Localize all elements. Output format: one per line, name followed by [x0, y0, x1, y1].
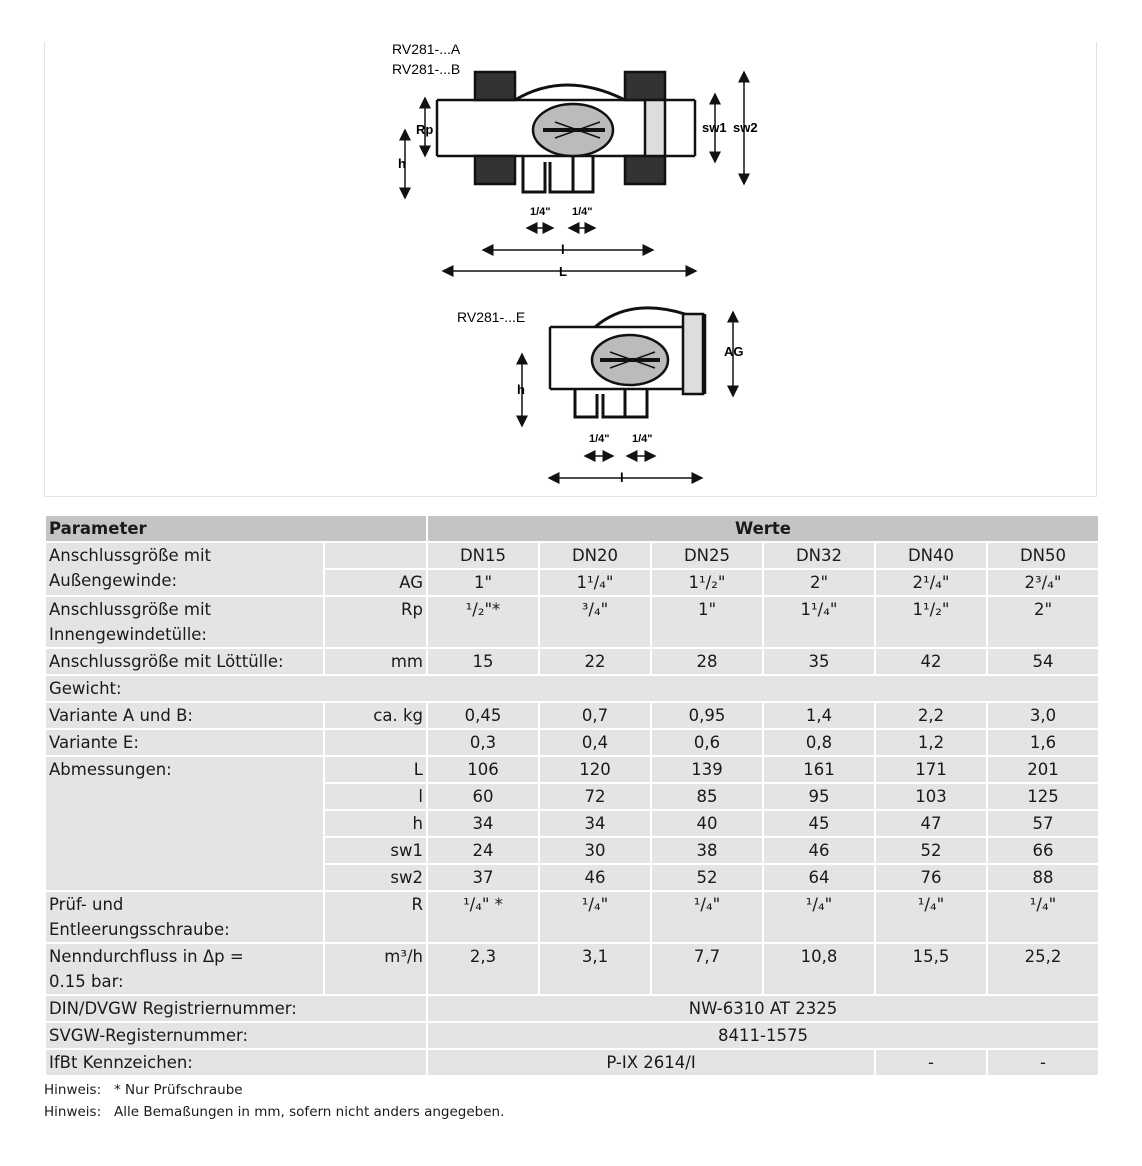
- table-header-row: [45, 515, 1099, 542]
- dim-h: h: [398, 156, 406, 171]
- row-label-pruf-line1: Prüf- und: [49, 895, 124, 914]
- cell-value: 0,8: [763, 729, 875, 756]
- notes: [44, 1079, 504, 1123]
- cell-value: 103: [875, 783, 987, 810]
- row-label-flow-line2: 0.15 bar:: [49, 972, 124, 991]
- row-unit-lot: mm: [324, 648, 427, 675]
- row-label-flow: [45, 943, 324, 995]
- header-parameter: Parameter: [45, 515, 427, 542]
- cell-value: 0,7: [539, 702, 651, 729]
- dim-quarter-e2: 1/4": [632, 433, 653, 445]
- cell-value: 171: [875, 756, 987, 783]
- cell-value: 201: [987, 756, 1099, 783]
- cell-value: 2": [763, 569, 875, 596]
- note-item: [44, 1101, 504, 1123]
- row-label-weight: Gewicht:: [45, 675, 1099, 702]
- cell-value: 46: [539, 864, 651, 891]
- row-unit-pruf: R: [324, 891, 427, 943]
- cell-value: 37: [427, 864, 539, 891]
- row-label-rp-line2: Innengewindetülle:: [49, 625, 207, 644]
- cell-value: 42: [875, 648, 987, 675]
- cell-value: 1¹/₂": [875, 596, 987, 648]
- dn-header: DN25: [651, 542, 763, 569]
- cell-value: 85: [651, 783, 763, 810]
- cell-value: 57: [987, 810, 1099, 837]
- cell-value: 1,2: [875, 729, 987, 756]
- dim-l-small: l: [561, 242, 565, 257]
- cell-value: 1¹/₂": [651, 569, 763, 596]
- row-label-var-ab: Variante A und B:: [45, 702, 324, 729]
- cell-value: 10,8: [763, 943, 875, 995]
- dn-header: DN20: [539, 542, 651, 569]
- cell-value: 22: [539, 648, 651, 675]
- cell-value: 28: [651, 648, 763, 675]
- dim-sw2: sw2: [733, 120, 758, 135]
- table-row-ifbt: [45, 1049, 1099, 1076]
- cell-value: ¹/₄": [987, 891, 1099, 943]
- valve-drawing-svg: [45, 42, 1098, 497]
- table-row-var-ab: [45, 702, 1099, 729]
- cell-value: 7,7: [651, 943, 763, 995]
- cell-value: 60: [427, 783, 539, 810]
- note-text: Alle Bemaßungen in mm, sofern nicht anders angegeben.: [114, 1104, 505, 1120]
- cell-value: 95: [763, 783, 875, 810]
- row-unit-rp: Rp: [324, 596, 427, 648]
- header-werte: Werte: [427, 515, 1099, 542]
- table-row-svgw: [45, 1022, 1099, 1049]
- row-label-rp-line1: Anschlussgröße mit: [49, 600, 212, 619]
- cell-value: 72: [539, 783, 651, 810]
- dim-quarter-e1: 1/4": [589, 433, 610, 445]
- cell-value: 47: [875, 810, 987, 837]
- note-key: Hinweis:: [44, 1082, 102, 1098]
- table-row-flow: [45, 943, 1099, 995]
- cell-value: 38: [651, 837, 763, 864]
- cell-value: 35: [763, 648, 875, 675]
- dim-quarter-1: 1/4": [530, 206, 551, 218]
- label-rv281-b: RV281-...B: [392, 61, 461, 77]
- cell-value: 0,3: [427, 729, 539, 756]
- cell-value: 120: [539, 756, 651, 783]
- row-label-ag-line1: Anschlussgröße mit: [49, 546, 212, 565]
- table-row-var-e: [45, 729, 1099, 756]
- cell-value: 1": [427, 569, 539, 596]
- cell-value: 2¹/₄": [875, 569, 987, 596]
- valve-e-drawing: [550, 308, 705, 417]
- cell-value: 40: [651, 810, 763, 837]
- cell-value: 2,3: [427, 943, 539, 995]
- cell-value: 25,2: [987, 943, 1099, 995]
- row-unit-dims: h: [324, 810, 427, 837]
- technical-drawing: [44, 42, 1097, 497]
- cell-value: ¹/₄": [651, 891, 763, 943]
- row-unit-dims: sw2: [324, 864, 427, 891]
- row-unit-dims: l: [324, 783, 427, 810]
- dim-rp: Rp: [416, 122, 434, 137]
- cell-value: 106: [427, 756, 539, 783]
- dim-l-e: l: [620, 470, 624, 485]
- row-unit-dims: sw1: [324, 837, 427, 864]
- row-label-pruf-line2: Entleerungsschraube:: [49, 920, 230, 939]
- cell-value: 88: [987, 864, 1099, 891]
- cell-value: 54: [987, 648, 1099, 675]
- cell-value: 0,4: [539, 729, 651, 756]
- cell-value-din: NW-6310 AT 2325: [427, 995, 1099, 1022]
- cell-value: 1¹/₄": [763, 596, 875, 648]
- table-row-lot: [45, 648, 1099, 675]
- cell-value: ¹/₄" *: [427, 891, 539, 943]
- note-text: * Nur Prüfschraube: [114, 1082, 243, 1098]
- spec-table: [44, 514, 1100, 1077]
- cell-value-svgw: 8411-1575: [427, 1022, 1099, 1049]
- cell-value: 0,45: [427, 702, 539, 729]
- cell-value: 30: [539, 837, 651, 864]
- label-rv281-e: RV281-...E: [457, 309, 526, 325]
- cell-value: 3,1: [539, 943, 651, 995]
- cell-value-ifbt-dn40: -: [875, 1049, 987, 1076]
- row-label-ag: [45, 542, 324, 596]
- row-label-ifbt: IfBt Kennzeichen:: [45, 1049, 427, 1076]
- dim-ag: AG: [724, 344, 744, 359]
- cell-value: 24: [427, 837, 539, 864]
- row-label-svgw: SVGW-Registernummer:: [45, 1022, 427, 1049]
- row-label-rp: [45, 596, 324, 648]
- cell-value: 52: [875, 837, 987, 864]
- cell-value: 15,5: [875, 943, 987, 995]
- row-unit-flow: m³/h: [324, 943, 427, 995]
- table-row-rp: [45, 596, 1099, 648]
- cell-value: 1": [651, 596, 763, 648]
- row-label-var-e: Variante E:: [45, 729, 324, 756]
- dn-header: DN50: [987, 542, 1099, 569]
- row-label-dims: Abmessungen:: [45, 756, 324, 891]
- cell-value: 125: [987, 783, 1099, 810]
- cell-value: 52: [651, 864, 763, 891]
- dn-header: DN15: [427, 542, 539, 569]
- cell-value: 1,6: [987, 729, 1099, 756]
- cell-value: ¹/₄": [875, 891, 987, 943]
- cell-value: 15: [427, 648, 539, 675]
- cell-value: ³/₄": [539, 596, 651, 648]
- cell-value: 46: [763, 837, 875, 864]
- row-label-din: DIN/DVGW Registriernummer:: [45, 995, 427, 1022]
- cell-value: 64: [763, 864, 875, 891]
- table-row-dims-L: [45, 756, 1099, 783]
- cell-value: 2": [987, 596, 1099, 648]
- cell-value: 1,4: [763, 702, 875, 729]
- cell-value: 34: [427, 810, 539, 837]
- row-unit-dims: L: [324, 756, 427, 783]
- cell-value: 161: [763, 756, 875, 783]
- cell-value: 2,2: [875, 702, 987, 729]
- cell-value: ¹/₄": [763, 891, 875, 943]
- cell-value: 139: [651, 756, 763, 783]
- cell-value: 76: [875, 864, 987, 891]
- row-label-flow-line1: Nenndurchfluss in Δp =: [49, 947, 244, 966]
- valve-ab-drawing: [437, 72, 695, 192]
- cell-value: 34: [539, 810, 651, 837]
- row-unit-ag: AG: [324, 569, 427, 596]
- cell-value: 2³/₄": [987, 569, 1099, 596]
- dim-sw1: sw1: [702, 120, 727, 135]
- cell-value: 0,6: [651, 729, 763, 756]
- cell-value: 45: [763, 810, 875, 837]
- table-row-ag: [45, 542, 1099, 569]
- cell-value: 66: [987, 837, 1099, 864]
- cell-value-ifbt-dn50: -: [987, 1049, 1099, 1076]
- cell-value-ifbt: P-IX 2614/I: [427, 1049, 875, 1076]
- cell-value: ¹/₄": [539, 891, 651, 943]
- label-rv281-a: RV281-...A: [392, 42, 461, 57]
- row-unit-var-e-blank: [324, 729, 427, 756]
- dim-h-e: h: [517, 382, 525, 397]
- note-item: [44, 1079, 504, 1101]
- dim-quarter-2: 1/4": [572, 206, 593, 218]
- note-key: Hinweis:: [44, 1104, 102, 1120]
- row-unit-dn-blank: [324, 542, 427, 569]
- row-label-pruf: [45, 891, 324, 943]
- cell-value: 3,0: [987, 702, 1099, 729]
- dn-header: DN40: [875, 542, 987, 569]
- row-label-lot: Anschlussgröße mit Löttülle:: [45, 648, 324, 675]
- table-row-weight: [45, 675, 1099, 702]
- dim-l-large: L: [559, 264, 567, 279]
- row-unit-var-ab: ca. kg: [324, 702, 427, 729]
- table-row-pruf: [45, 891, 1099, 943]
- row-label-ag-line2: Außengewinde:: [49, 571, 178, 590]
- cell-value: 0,95: [651, 702, 763, 729]
- table-row-din: [45, 995, 1099, 1022]
- dn-header: DN32: [763, 542, 875, 569]
- cell-value: ¹/₂"*: [427, 596, 539, 648]
- cell-value: 1¹/₄": [539, 569, 651, 596]
